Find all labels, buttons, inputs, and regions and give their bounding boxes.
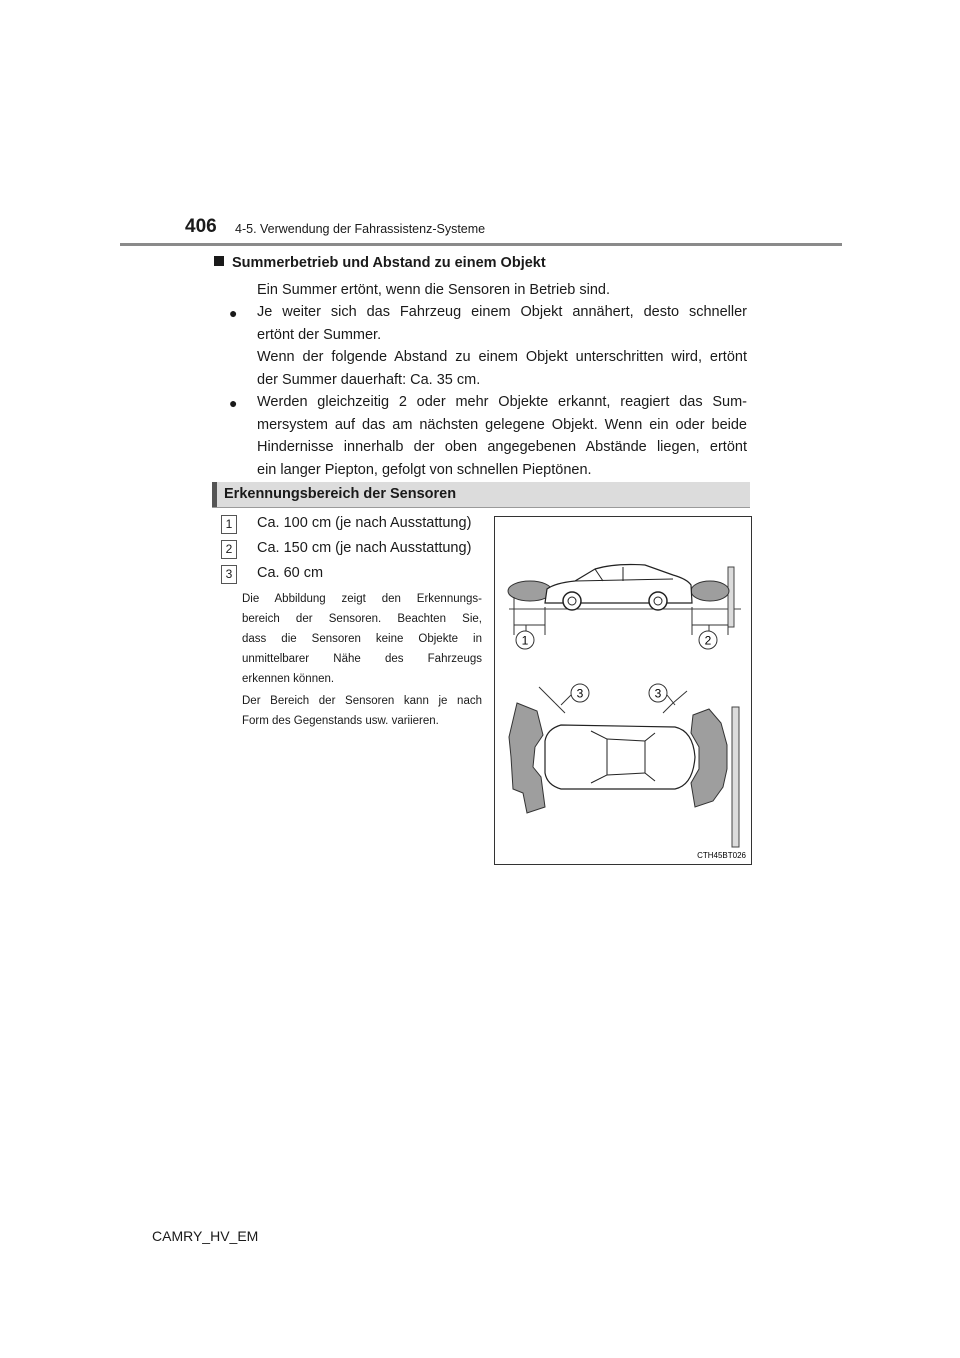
- note-line: Die Abbildung zeigt den Erkennungs-: [242, 593, 482, 605]
- bullet-icon: ●: [229, 395, 238, 411]
- callout-label: 3: [576, 686, 584, 701]
- bullet-1-line: Je weiter sich das Fahrzeug einem Objekt annähert, desto schneller: [257, 304, 747, 320]
- wall-icon: [728, 567, 734, 627]
- sensor-zone-front-top: [509, 703, 545, 813]
- header-rule: [120, 243, 842, 246]
- note-line: unmittelbarer Nähe des Fahrzeugs: [242, 653, 482, 665]
- intro-text: Ein Summer ertönt, wenn die Sensoren in Betrieb sind.: [257, 282, 611, 298]
- top-view: [509, 684, 739, 847]
- sensor-zone-rear-top: [691, 709, 727, 807]
- footer-model: CAMRY_HV_EM: [152, 1228, 259, 1244]
- section-heading: [214, 255, 546, 271]
- bullet-1-line: ertönt der Summer.: [257, 326, 382, 343]
- bullet-icon: ●: [229, 305, 238, 321]
- bullet-2-line: mersystem auf das am nächsten gelegene Objekt. Wenn ein oder beide: [257, 416, 747, 433]
- note-line: Der Bereich der Sensoren kann je nach: [242, 695, 482, 707]
- note-paragraph-1: [242, 589, 482, 689]
- bullet-2-line: Hindernisse innerhalb der oben angegebenen Abstände liegen, ertönt: [257, 439, 747, 455]
- item-text: Ca. 60 cm: [257, 565, 324, 581]
- number-badge: 3: [221, 565, 237, 584]
- callout-label: 2: [704, 633, 712, 648]
- bullet-1-line: der Summer dauerhaft: Ca. 35 cm.: [257, 371, 481, 388]
- chapter-title: 4-5. Verwendung der Fahrassistenz-Systeme: [235, 222, 486, 236]
- note-line: Form des Gegenstands usw. variieren.: [242, 715, 439, 727]
- car-top-icon: [545, 725, 695, 789]
- heading-text: Summerbetrieb und Abstand zu einem Objekt: [232, 255, 546, 271]
- section-accent: [212, 482, 217, 507]
- number-badge: 2: [221, 540, 237, 559]
- wheel-icon: [563, 592, 581, 610]
- note-line: dass die Sensoren keine Objekte in: [242, 633, 482, 645]
- note-paragraph-2: [242, 691, 482, 731]
- figure-code: CTH45BT026: [697, 851, 746, 860]
- wall-icon: [732, 707, 739, 847]
- sensor-zone-rear: [691, 581, 729, 601]
- sensor-range-figure: [494, 516, 752, 865]
- section-bar: [212, 482, 750, 508]
- bullet-2-line: ein langer Piepton, gefolgt von schnellen Pieptönen.: [257, 461, 592, 478]
- callout-label: 3: [654, 686, 662, 701]
- item-text: Ca. 150 cm (je nach Ausstattung): [257, 540, 472, 556]
- page-number: 406: [185, 216, 217, 237]
- bullet-paragraph-2: [257, 391, 747, 481]
- bullet-paragraph-1: [257, 301, 747, 391]
- number-badge: 1: [221, 515, 237, 534]
- square-bullet-icon: [214, 256, 224, 266]
- section-title: Erkennungsbereich der Sensoren: [224, 486, 457, 502]
- side-view: [508, 565, 741, 650]
- item-text: Ca. 100 cm (je nach Ausstattung): [257, 515, 472, 531]
- note-line: erkennen können.: [242, 673, 335, 685]
- callout-label: 1: [521, 633, 529, 648]
- sensor-range-illustration: [495, 517, 751, 864]
- bullet-1-line: Wenn der folgende Abstand zu einem Objekt unterschritten wird, ertönt: [257, 349, 747, 365]
- note-line: bereich der Sensoren. Beachten Sie,: [242, 613, 482, 625]
- bullet-2-line: Werden gleichzeitig 2 oder mehr Objekte erkannt, reagiert das Sum-: [257, 394, 747, 410]
- wheel-icon: [649, 592, 667, 610]
